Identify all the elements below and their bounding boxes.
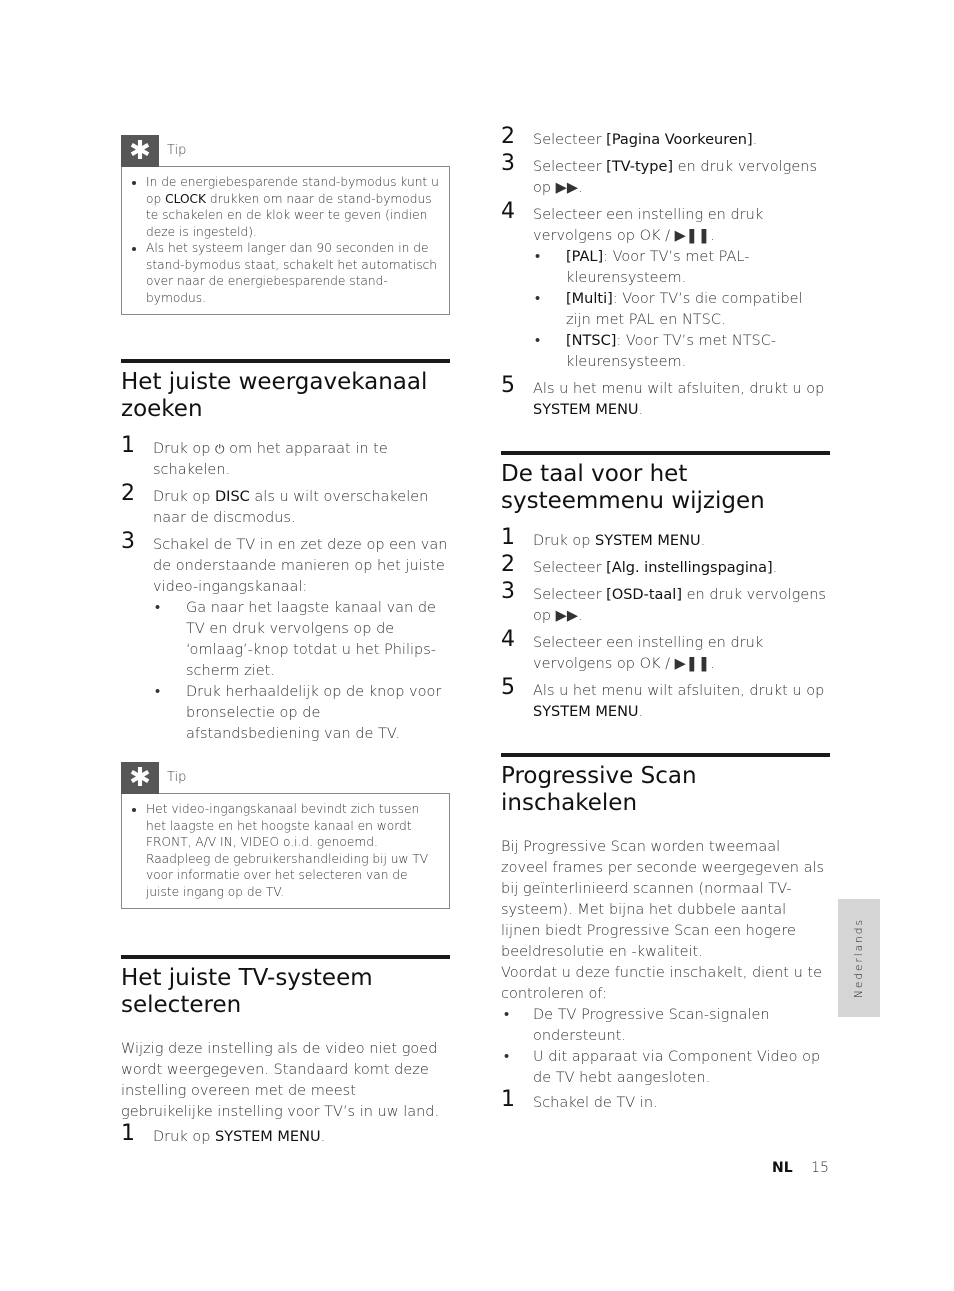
step-item: 3 Selecteer [TV-type] en druk vervolgens op ▶▶. (501, 151, 818, 196)
section-systeemmenu-taal (501, 451, 830, 723)
tip-label: Tip (167, 770, 187, 785)
sub-bullet: • [NTSC]: Voor TV’s met NTSC-kleurensysteem. (533, 331, 830, 373)
language-tab-label: Nederlands (853, 918, 865, 998)
page-footer (772, 1160, 829, 1176)
bullet-item: • De TV Progressive Scan-signalen ondersteunt. (501, 1005, 830, 1047)
intro-paragraph: Wijzig deze instelling als de video niet goed wordt weergegeven. Standaard komt deze instelling overeen met de meest gebruikelijke instelling voor TV’s in uw land. (121, 1041, 440, 1120)
tip-item: • Als het systeem langer dan 90 seconden in de stand-bymodus staat, schakelt het automatisch over naar de energiebesparende stand-bymodus. (146, 240, 441, 306)
tip-block (121, 130, 450, 315)
step-item: 3 Selecteer [OSD-taal] en druk vervolgens op ▶▶. (501, 579, 826, 624)
step-item: 1 Schakel de TV in. (501, 1087, 658, 1112)
tip-label: Tip (167, 143, 187, 158)
tip-box (121, 793, 450, 909)
section-title: De taal voor het systeemmenu wijzigen (501, 451, 830, 515)
step-item: 1 Druk op SYSTEM MENU. (501, 525, 706, 550)
step-item: 4 Selecteer een instelling en druk vervolgens op OK / ▶❚❚. • [PAL]: Voor TV’s met PAL-kleurensysteem. • [Multi]: Voor TV’s die compatibel zijn met PAL en NTSC. • [NTSC]: Voor TV’s met NTSC-kleurensysteem. (501, 205, 830, 373)
section-title: Het juiste TV-systeem selecteren (121, 955, 450, 1019)
tip-asterisk-icon: ✱ (121, 135, 159, 167)
tip-block (121, 757, 450, 909)
section-progressive-scan (501, 753, 830, 1114)
step-item: 1 Druk op ⏻ om het apparaat in te schakelen. (121, 433, 388, 478)
step-item: 4 Selecteer een instelling en druk vervolgens op OK / ▶❚❚. (501, 627, 764, 672)
step-item: 2 Druk op DISC als u wilt overschakelen naar de discmodus. (121, 481, 429, 526)
tip-box (121, 166, 450, 315)
tip-item: • Het video-ingangskanaal bevindt zich tussen het laagste en het hoogste kanaal en wordt FRONT, A/V IN, VIDEO o.i.d. genoemd. Raadpleeg de gebruikershandleiding bij uw TV voor informatie over het selecteren van de juiste ingang op de TV. (146, 801, 441, 900)
sub-bullet: • Ga naar het laagste kanaal van de TV en druk vervolgens op de ‘omlaag’-knop totdat u het Philips-scherm ziet. (153, 598, 450, 682)
section-title: Progressive Scan inschakelen (501, 753, 830, 817)
tip-asterisk-icon: ✱ (121, 762, 159, 794)
power-icon: ⏻ (215, 442, 225, 456)
step-item: 5 Als u het menu wilt afsluiten, drukt u op SYSTEM MENU. (501, 373, 825, 418)
right-column (501, 124, 830, 1120)
section-tv-systeem (121, 955, 450, 1148)
section-weergavekanaal (121, 359, 450, 745)
page-number: 15 (811, 1160, 829, 1176)
tip-item: • In de energiebesparende stand-bymodus kunt u op CLOCK drukken om naar de stand-bymodus te schakelen en de klok weer te geven (indien deze is ingesteld). (146, 174, 441, 240)
step-item: 2 Selecteer [Alg. instellingspagina]. (501, 552, 778, 577)
left-column (121, 130, 450, 1154)
footer-language: NL (772, 1160, 793, 1176)
sub-bullet: • Druk herhaaldelijk op de knop voor bronselectie op de afstandsbediening van de TV. (153, 682, 450, 745)
language-tab (838, 899, 880, 1017)
bullet-item: • U dit apparaat via Component Video op de TV hebt aangesloten. (501, 1047, 830, 1089)
section-title: Het juiste weergavekanaal zoeken (121, 359, 450, 423)
step-item: 1 Druk op SYSTEM MENU. (121, 1121, 326, 1146)
step-item: 3 Schakel de TV in en zet deze op een van de onderstaande manieren op het juiste video-ingangskanaal: • Ga naar het laagste kanaal van de TV en druk vervolgens op de ‘omlaag’-knop totdat u het Philips-scherm ziet. • Druk herhaaldelijk op de knop voor bronselectie op de afstandsbediening van de TV. (121, 535, 450, 745)
continued-steps (501, 124, 830, 421)
paragraph: Voordat u deze functie inschakelt, dient u te controleren of: (501, 965, 822, 1002)
step-item: 5 Als u het menu wilt afsluiten, drukt u op SYSTEM MENU. (501, 675, 825, 720)
sub-bullet: • [PAL]: Voor TV’s met PAL-kleurensysteem. (533, 247, 830, 289)
sub-bullet: • [Multi]: Voor TV’s die compatibel zijn met PAL en NTSC. (533, 289, 830, 331)
bullet-list (501, 1005, 830, 1089)
paragraph: Bij Progressive Scan worden tweemaal zoveel frames per seconde weergegeven als bij geïnterlinieerd scannen (normaal TV-systeem). Met bijna het dubbele aantal lijnen biedt Progressive Scan een hogere beeldresolutie en -kwaliteit. (501, 839, 825, 960)
step-item: 2 Selecteer [Pagina Voorkeuren]. (501, 124, 758, 149)
